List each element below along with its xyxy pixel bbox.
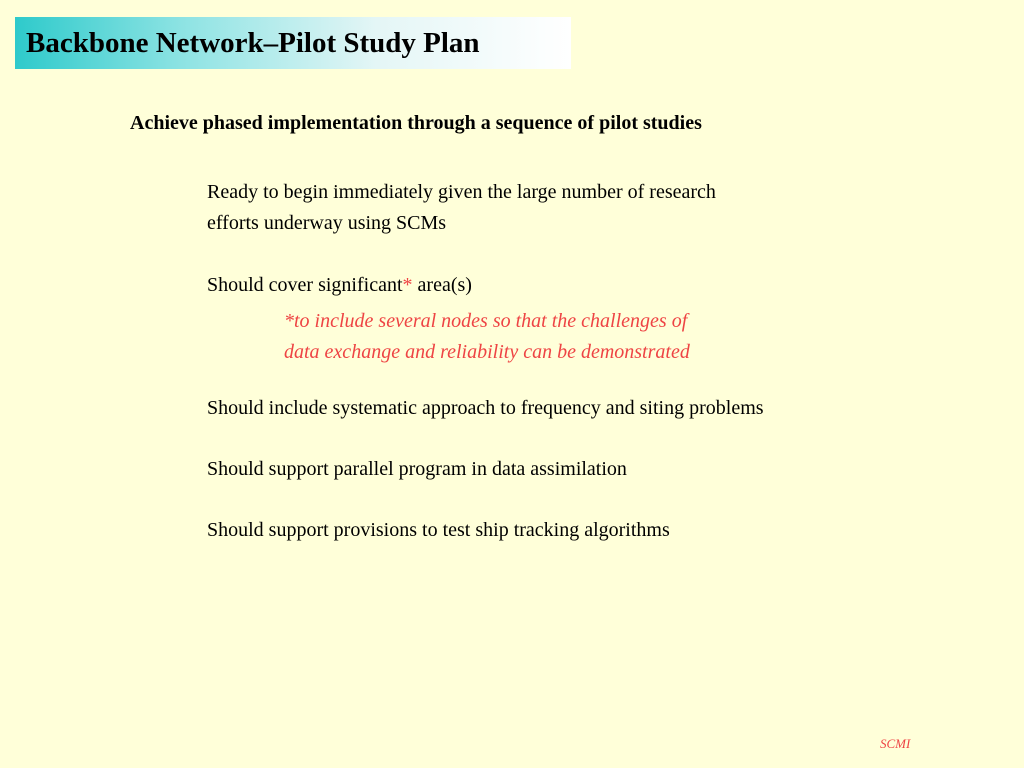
footnote-nodes — [284, 306, 690, 368]
bullet-significant-area — [207, 270, 472, 301]
bullet-ship-tracking: Should support provisions to test ship tracking algorithms — [207, 519, 670, 541]
bullet-area-text: area(s) — [412, 274, 472, 296]
slide-title: Backbone Network–Pilot Study Plan — [26, 26, 480, 59]
bullet-data-assimilation: Should support parallel program in data assimilation — [207, 458, 627, 480]
slide-subtitle: Achieve phased implementation through a sequence of pilot studies — [130, 112, 702, 134]
bullet-significant-text: Should cover significant — [207, 274, 403, 296]
bullet-ready-to-begin — [207, 177, 716, 239]
bullet-ready-line1: Ready to begin immediately given the large number of research — [207, 181, 716, 203]
asterisk-marker: * — [402, 274, 413, 296]
title-banner — [15, 17, 571, 69]
bullet-ready-line2: efforts underway using SCMs — [207, 212, 447, 234]
bullet-systematic-approach: Should include systematic approach to frequency and siting problems — [207, 397, 764, 419]
footnote-line1: *to include several nodes so that the challenges of — [284, 310, 688, 332]
footnote-line2: data exchange and reliability can be demonstrated — [284, 341, 690, 363]
footer-label: SCMI — [880, 736, 911, 751]
